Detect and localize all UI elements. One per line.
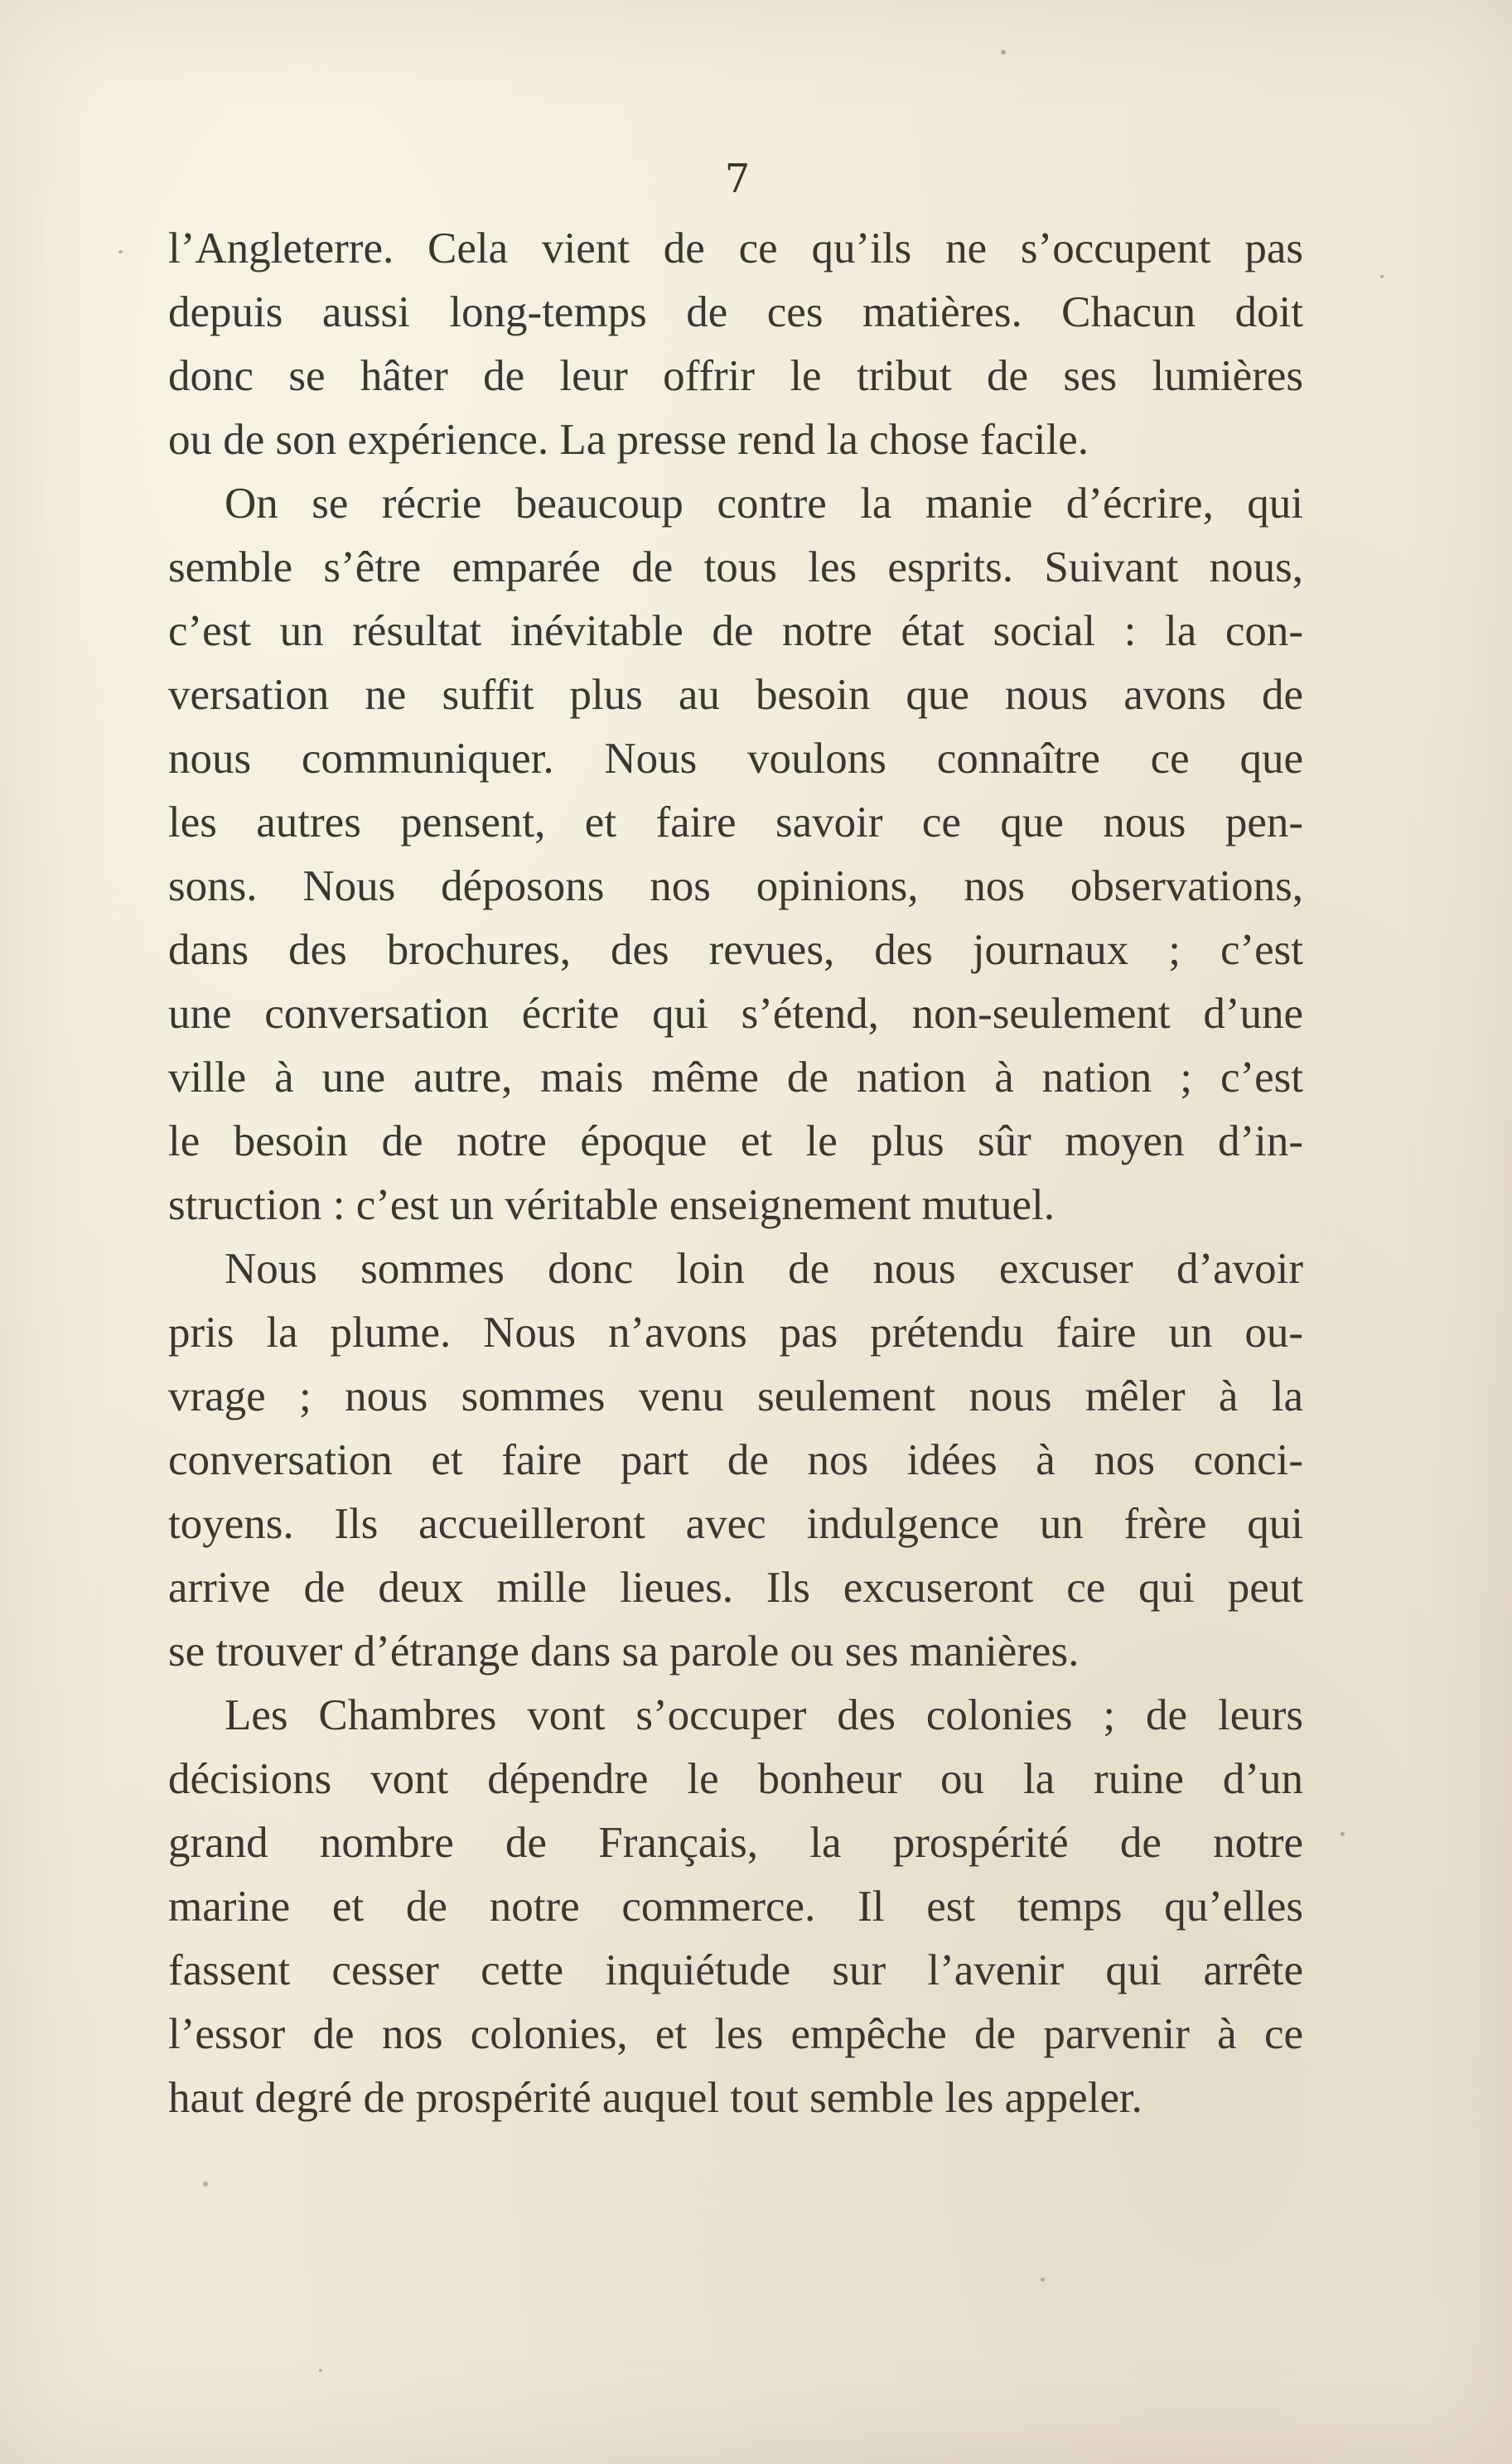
paper-speck <box>319 2369 322 2372</box>
text-line: ou de son expérience. La presse rend la chose facile. <box>168 416 1089 464</box>
paper-speck <box>1041 2278 1045 2282</box>
text-line: l’essor de nos colonies, et les empêche de parvenir à ce <box>168 2010 1303 2058</box>
text-line: depuis aussi long-temps de ces matières. Chacun doit <box>168 288 1303 336</box>
text-line: les autres pensent, et faire savoir ce que nous pen- <box>168 798 1303 846</box>
text-line: fassent cesser cette inquiétude sur l’avenir qui arrête <box>168 1946 1303 1994</box>
text-line: le besoin de notre époque et le plus sûr moyen d’in- <box>168 1117 1303 1165</box>
text-line: semble s’être emparée de tous les esprits. Suivant nous, <box>168 543 1303 591</box>
paper-speck <box>1001 50 1006 55</box>
text-line: grand nombre de Français, la prospérité de notre <box>168 1819 1303 1867</box>
paragraph-start-line: Les Chambres vont s’occuper des colonies ; de leurs <box>225 1691 1303 1739</box>
text-line: struction : c’est un véritable enseignement mutuel. <box>168 1181 1055 1229</box>
text-line: arrive de deux mille lieues. Ils excuseront ce qui peut <box>168 1564 1303 1612</box>
text-line: donc se hâter de leur offrir le tribut de ses lumières <box>168 352 1303 400</box>
paper-speck <box>118 250 123 253</box>
text-line: dans des brochures, des revues, des journaux ; c’est <box>168 926 1303 974</box>
page-number: 7 <box>724 156 751 202</box>
text-line: haut degré de prospérité auquel tout semble les appeler. <box>168 2074 1142 2122</box>
paper-speck <box>203 2182 208 2187</box>
text-line: se trouver d’étrange dans sa parole ou ses manières. <box>168 1627 1080 1676</box>
text-line: toyens. Ils accueilleront avec indulgence un frère qui <box>168 1500 1303 1548</box>
paragraph-start-line: On se récrie beaucoup contre la manie d’écrire, qui <box>225 480 1303 528</box>
text-line: c’est un résultat inévitable de notre état social : la con- <box>168 607 1303 655</box>
text-line: conversation et faire part de nos idées à nos conci- <box>168 1436 1303 1484</box>
body-text <box>168 217 1303 2130</box>
text-line: nous communiquer. Nous voulons connaître ce que <box>168 735 1303 783</box>
text-line: une conversation écrite qui s’étend, non-seulement d’une <box>168 990 1303 1038</box>
text-line: ville à une autre, mais même de nation à nation ; c’est <box>168 1054 1303 1102</box>
paragraph-start-line: Nous sommes donc loin de nous excuser d’avoir <box>225 1245 1303 1293</box>
text-line: l’Angleterre. Cela vient de ce qu’ils ne s’occupent pas <box>168 224 1303 272</box>
text-line: sons. Nous déposons nos opinions, nos observations, <box>168 862 1303 910</box>
text-line: pris la plume. Nous n’avons pas prétendu faire un ou- <box>168 1309 1303 1357</box>
paper-speck <box>1341 1832 1345 1836</box>
text-line: décisions vont dépendre le bonheur ou la ruine d’un <box>168 1755 1303 1803</box>
text-line: marine et de notre commerce. Il est temps qu’elles <box>168 1883 1303 1931</box>
paper-speck <box>1380 275 1384 278</box>
text-line: vrage ; nous sommes venu seulement nous mêler à la <box>168 1372 1303 1420</box>
text-line: versation ne suffit plus au besoin que nous avons de <box>168 671 1303 719</box>
